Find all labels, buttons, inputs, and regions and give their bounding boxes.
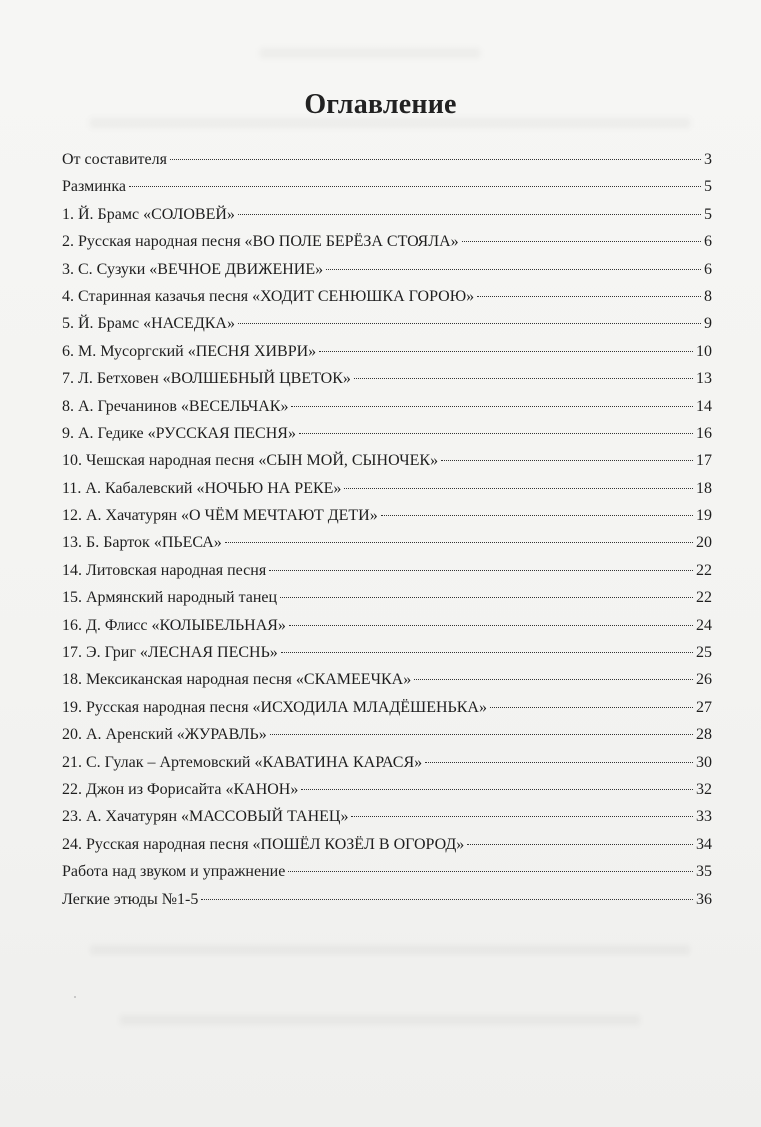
toc-entry-page-number: 30	[696, 753, 712, 771]
toc-entry	[62, 173, 712, 200]
toc-entry-title: 24. Русская народная песня «ПОШЁЛ КОЗЁЛ В ОГОРОД»	[62, 835, 465, 853]
toc-entry-title: 8. А. Гречанинов «ВЕСЕЛЬЧАК»	[62, 397, 289, 415]
toc-entry-page-number: 27	[696, 698, 712, 716]
dot-leader	[238, 214, 701, 215]
toc-entry-title: 2. Русская народная песня «ВО ПОЛЕ БЕРЁЗА СТОЯЛА»	[62, 233, 459, 251]
toc-entry-page-number: 28	[696, 726, 712, 744]
dot-leader	[326, 269, 701, 270]
toc-entry-title: 19. Русская народная песня «ИСХОДИЛА МЛАДЁШЕНЬКА»	[62, 698, 487, 716]
dot-leader	[344, 488, 693, 489]
toc-entry-page-number: 26	[696, 671, 712, 689]
toc-entry-page-number: 6	[704, 260, 712, 278]
dot-leader	[270, 734, 693, 735]
dot-leader	[280, 597, 693, 598]
toc-entry	[62, 310, 712, 337]
toc-entry-title: 3. С. Сузуки «ВЕЧНОЕ ДВИЖЕНИЕ»	[62, 260, 324, 278]
toc-entry	[62, 803, 712, 830]
toc-entry	[62, 612, 712, 639]
dot-leader	[291, 406, 693, 407]
page-title: Оглавление	[304, 88, 457, 120]
dot-leader	[441, 460, 693, 461]
toc-entry	[62, 749, 712, 776]
dot-leader	[170, 159, 701, 160]
toc-entry-page-number: 32	[696, 780, 712, 798]
dot-leader	[201, 899, 693, 900]
toc-entry	[62, 584, 712, 611]
toc-entry-title: 17. Э. Григ «ЛЕСНАЯ ПЕСНЬ»	[62, 644, 278, 662]
toc-entry-title: Легкие этюды №1-5	[62, 890, 199, 908]
toc-entry-title: 6. М. Мусоргский «ПЕСНЯ ХИВРИ»	[62, 342, 317, 360]
toc-entry-title: 5. Й. Брамс «НАСЕДКА»	[62, 315, 235, 333]
toc-entry	[62, 365, 712, 392]
toc-entry-title: 22. Джон из Форисайта «КАНОН»	[62, 780, 299, 798]
dot-leader	[281, 652, 693, 653]
toc-entry-page-number: 5	[704, 205, 712, 223]
toc-entry	[62, 447, 712, 474]
dot-leader	[225, 542, 693, 543]
toc-entry-title: 21. С. Гулак – Артемовский «КАВАТИНА КАРАСЯ»	[62, 753, 423, 771]
toc-entry	[62, 776, 712, 803]
toc-entry	[62, 831, 712, 858]
dot-leader	[467, 844, 693, 845]
dot-leader	[462, 241, 701, 242]
toc-entry-page-number: 20	[696, 534, 712, 552]
toc-entry	[62, 393, 712, 420]
toc-entry-title: 20. А. Аренский «ЖУРАВЛЬ»	[62, 726, 267, 744]
toc-entry-title: 7. Л. Бетховен «ВОЛШЕБНЫЙ ЦВЕТОК»	[62, 370, 351, 388]
toc-entry-page-number: 5	[704, 178, 712, 196]
toc-entry-title: 4. Старинная казачья песня «ХОДИТ СЕНЮШКА ГОРОЮ»	[62, 287, 475, 305]
toc-entry-page-number: 9	[704, 315, 712, 333]
toc-entry	[62, 858, 712, 885]
toc-entry	[62, 721, 712, 748]
dot-leader	[238, 323, 701, 324]
toc-entry-title: 12. А. Хачатурян «О ЧЁМ МЕЧТАЮТ ДЕТИ»	[62, 507, 378, 525]
toc-entry-title: 16. Д. Флисс «КОЛЫБЕЛЬНАЯ»	[62, 616, 286, 634]
dot-leader	[381, 515, 693, 516]
toc-entry-title: 15. Армянский народный танец	[62, 589, 278, 607]
bleed-through-shadow	[120, 1015, 640, 1025]
bleed-through-shadow	[90, 945, 690, 955]
toc-entry-page-number: 18	[696, 479, 712, 497]
toc-entry-page-number: 13	[696, 370, 712, 388]
toc-entry-page-number: 24	[696, 616, 712, 634]
toc-entry-page-number: 22	[696, 561, 712, 579]
toc-entry-title: Работа над звуком и упражнение	[62, 863, 286, 881]
toc-entry-page-number: 14	[696, 397, 712, 415]
toc-entry-page-number: 35	[696, 863, 712, 881]
toc-entry-page-number: 34	[696, 835, 712, 853]
toc-entry-title: 11. А. Кабалевский «НОЧЬЮ НА РЕКЕ»	[62, 479, 342, 497]
toc-entry-title: 23. А. Хачатурян «МАССОВЫЙ ТАНЕЦ»	[62, 808, 349, 826]
toc-entry-title: 14. Литовская народная песня	[62, 561, 267, 579]
toc-entry	[62, 420, 712, 447]
toc-entry-page-number: 36	[696, 890, 712, 908]
toc-entry	[62, 694, 712, 721]
bleed-through-shadow	[260, 48, 480, 58]
toc-entry-page-number: 33	[696, 808, 712, 826]
dot-leader	[351, 816, 693, 817]
toc-entry-page-number: 22	[696, 589, 712, 607]
dot-leader	[289, 625, 693, 626]
toc-entry-title: Разминка	[62, 178, 126, 196]
toc-entry	[62, 146, 712, 173]
toc-entry	[62, 666, 712, 693]
toc-entry-page-number: 16	[696, 424, 712, 442]
toc-entry-title: 18. Мексиканская народная песня «СКАМЕЕЧКА»	[62, 671, 412, 689]
toc-entry-page-number: 25	[696, 644, 712, 662]
toc-entry	[62, 338, 712, 365]
dot-leader	[425, 762, 693, 763]
dot-leader	[129, 186, 701, 187]
dot-leader	[354, 378, 693, 379]
toc-entry-page-number: 10	[696, 342, 712, 360]
toc-entry-title: От составителя	[62, 151, 167, 168]
toc-entry-title: 1. Й. Брамс «СОЛОВЕЙ»	[62, 205, 235, 223]
page-speck	[74, 996, 76, 998]
dot-leader	[301, 789, 693, 790]
toc-entry-title: 9. А. Гедике «РУССКАЯ ПЕСНЯ»	[62, 424, 296, 442]
toc-entry	[62, 283, 712, 310]
dot-leader	[269, 570, 693, 571]
dot-leader	[319, 351, 693, 352]
dot-leader	[414, 679, 693, 680]
toc-entry	[62, 201, 712, 228]
toc-entry-page-number: 3	[704, 151, 712, 168]
toc-entry	[62, 475, 712, 502]
toc-entry-page-number: 19	[696, 507, 712, 525]
toc-entry-page-number: 17	[696, 452, 712, 470]
toc-entry	[62, 228, 712, 255]
table-of-contents	[62, 146, 712, 913]
toc-entry	[62, 557, 712, 584]
dot-leader	[477, 296, 701, 297]
dot-leader	[490, 707, 693, 708]
toc-entry-title: 13. Б. Барток «ПЬЕСА»	[62, 534, 222, 552]
toc-entry	[62, 256, 712, 283]
toc-entry	[62, 639, 712, 666]
dot-leader	[299, 433, 693, 434]
toc-entry	[62, 529, 712, 556]
toc-entry-page-number: 6	[704, 233, 712, 251]
toc-entry-title: 10. Чешская народная песня «СЫН МОЙ, СЫНОЧЕК»	[62, 452, 439, 470]
toc-entry-page-number: 8	[704, 287, 712, 305]
toc-entry	[62, 502, 712, 529]
toc-entry	[62, 886, 712, 913]
dot-leader	[288, 871, 693, 872]
